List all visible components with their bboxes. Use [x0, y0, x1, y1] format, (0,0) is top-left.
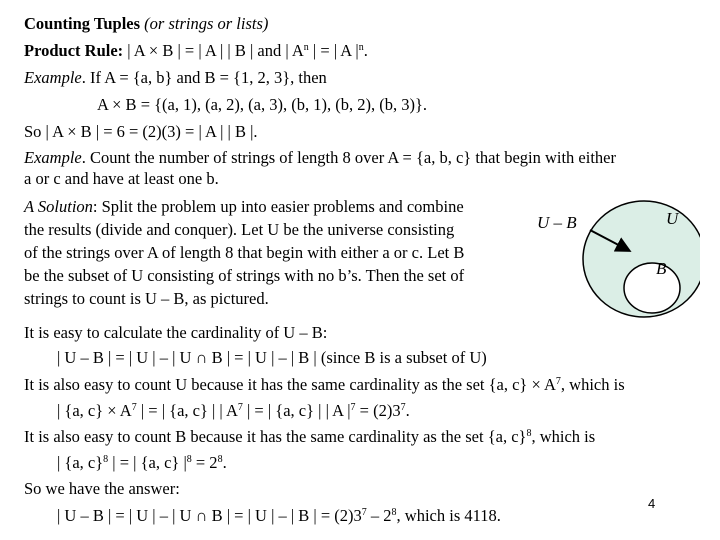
- example-2-line-2: a or c and have at least one b.: [24, 169, 219, 188]
- example-2-line-1: Example. Count the number of strings of length 8 over A = {a, b, c} that begin with either: [24, 148, 616, 167]
- solution-line-3: of the strings over A of length 8 that begin with either a or c. Let B: [24, 243, 465, 262]
- slide-title: Counting Tuples (or strings or lists): [24, 14, 269, 33]
- answer-intro: So we have the answer:: [24, 479, 180, 498]
- solution-line-1: A Solution: Split the problem up into easier problems and combine: [24, 197, 464, 216]
- count-b-formula: | {a, c}$^8$ | = | {a, c} $|^8 = 2^8$.: [57, 453, 227, 472]
- label-b: B: [656, 259, 667, 278]
- cardinality-intro: It is easy to calculate the cardinality of U – B:: [24, 323, 328, 342]
- count-b-line: It is also easy to count B because it has the same cardinality as the set {a, c}$^8$, which is: [24, 427, 596, 446]
- label-u-minus-b: U – B: [537, 213, 577, 232]
- page-number: 4: [648, 496, 656, 511]
- cardinality-formula: | U – B | = | U | – | U ∩ B | = | U | – | B | (since B is a subset of U): [57, 348, 487, 367]
- example-1-product: A × B = {(a, 1), (a, 2), (a, 3), (b, 1), (b, 2), (b, 3)}.: [97, 95, 427, 114]
- subset-b-circle: [624, 263, 680, 313]
- product-rule: Product Rule: | A × B | = | A | | B | and | $A^n$ | = | A $|^n$.: [24, 41, 368, 60]
- solution-line-4: be the subset of U consisting of strings with no b’s. Then the set of: [24, 266, 465, 285]
- count-u-formula: | {a, $c\} \times A^7$ | = | {a, c} | | $A^7$ | = | {a, c} | | A $|^7 = (2)3^7$.: [57, 401, 410, 420]
- venn-diagram: [520, 196, 700, 322]
- solution-line-2: the results (divide and conquer). Let U be the universe consisting: [24, 220, 455, 239]
- label-u: U: [666, 209, 679, 228]
- answer-formula: | U – B | = | U | – | U ∩ B | = | U | – | B | = $(2)3^7 - 2^8$, which is 4118.: [57, 506, 501, 525]
- example-1-conclusion: So | A × B | = 6 = (2)(3) = | A | | B |.: [24, 122, 258, 141]
- solution-line-5: strings to count is U – B, as pictured.: [24, 289, 269, 308]
- count-u-line: It is also easy to count U because it has the same cardinality as the set {a, $c\} \times A^7$, which is: [24, 375, 625, 394]
- example-1-intro: Example. If A = {a, b} and B = {1, 2, 3}, then: [24, 68, 327, 87]
